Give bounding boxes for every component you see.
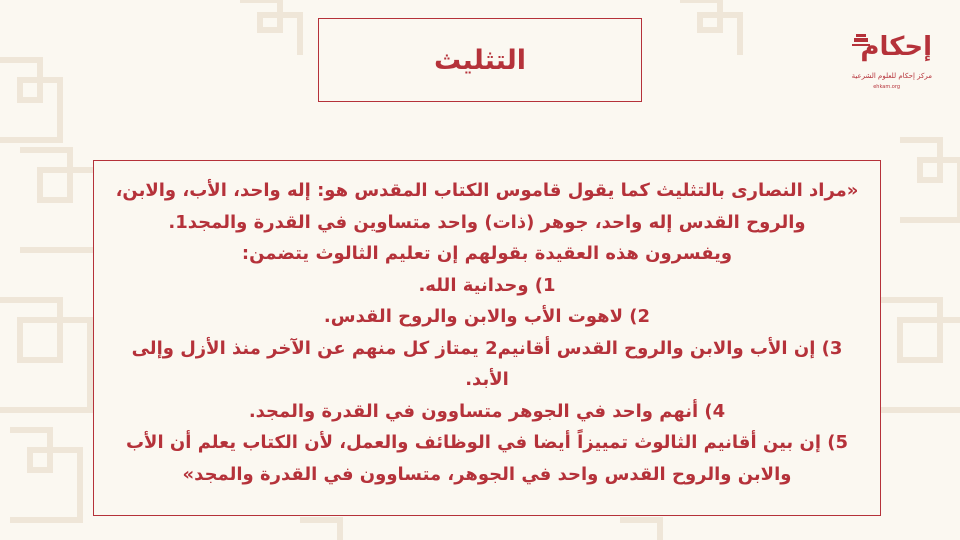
quote-paragraph: ويفسرون هذه العقيدة بقولهم إن تعليم الثالوث يتضمن: [241, 243, 733, 264]
list-item: 3) إن الأب والابن والروح القدس أقانيم2 يمتاز كل منهم عن الآخر منذ الأزل وإلى الأبد. [131, 337, 843, 390]
list-item: 1) وحدانية الله. [418, 274, 556, 296]
title-box [318, 18, 642, 102]
list-item: 2) لاهوت الأب والابن والروح القدس. [323, 306, 651, 327]
quote-box [93, 160, 881, 516]
quote-paragraph: «مراد النصارى بالتثليث كما يقول قاموس الكتاب المقدس هو: إله واحد، الأب، والابن، والروح القدس إله واحد، جوهر (ذات) واحد متساوين في القدرة والمجد1. [115, 180, 859, 233]
list-item: 5) إن بين أقانيم الثالوث تمييزاً أيضا في الوظائف والعمل، لأن الكتاب يعلم أن الأب والابن والروح القدس واحد في الجوهر، متساوون في القدرة والمجد» [125, 432, 849, 485]
logo-subtitle: مركز إحكام للعلوم الشرعية [851, 72, 932, 80]
logo-wordmark: إحكام [860, 32, 932, 62]
list-item: 4) أنهم واحد في الجوهر متساوون في القدرة والمجد. [248, 400, 726, 422]
quote-text [108, 175, 866, 490]
logo [844, 22, 940, 100]
slide-title: التثليث [433, 44, 527, 76]
logo-url: ehkam.org [873, 84, 900, 90]
